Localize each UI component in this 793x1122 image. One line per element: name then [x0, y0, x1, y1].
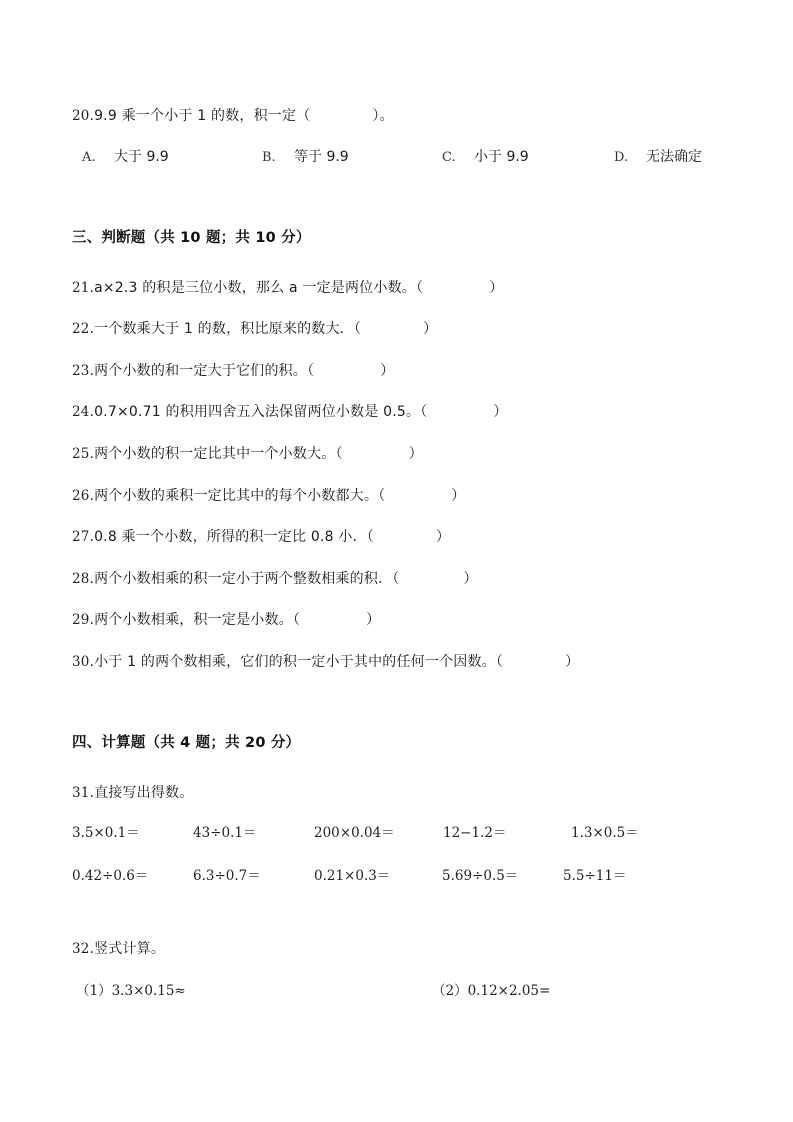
question-number: 20. [72, 108, 95, 124]
calc-item[interactable]: 12−1.2＝ [443, 825, 507, 841]
question-text: 一个数乘大于 1 的数，积比原来的数大．（ [94, 321, 362, 337]
item-label: （1） [76, 983, 112, 999]
calc-item[interactable]: 43÷0.1＝ [193, 825, 257, 841]
question-text: 两个小数的积一定比其中一个小数大。（ [94, 446, 343, 462]
option-letter: B. [262, 150, 276, 165]
calc-item[interactable]: 0.42÷0.6＝ [72, 868, 149, 884]
question-29 [72, 610, 380, 630]
option-text: 小于 9.9 [474, 149, 529, 165]
calc-item[interactable]: 0.21×0.3＝ [314, 868, 391, 884]
question-23 [72, 361, 394, 381]
calc-item[interactable]: 6.3÷0.7＝ [193, 868, 261, 884]
question-close: ）。 [372, 108, 394, 124]
question-number: 29. [72, 612, 95, 628]
option-a[interactable] [82, 147, 169, 168]
calc-item[interactable]: 1.3×0.5＝ [571, 825, 639, 841]
option-letter: C. [442, 150, 456, 165]
question-27 [72, 527, 450, 547]
question-text: 小于 1 的两个数相乘，它们的积一定小于其中的任何一个因数。（ [94, 654, 504, 670]
question-number: 23. [72, 363, 95, 379]
option-letter: D. [614, 150, 629, 165]
option-text: 大于 9.9 [114, 149, 169, 165]
question-20 [72, 106, 394, 126]
question-close: ） [366, 612, 381, 628]
question-number: 26. [72, 488, 95, 504]
calc-item[interactable]: 200×0.04＝ [314, 825, 395, 841]
option-letter: A. [82, 150, 96, 165]
question-text: 竖式计算。 [94, 941, 166, 957]
section-heading-calculation: 四、计算题（共 4 题；共 20 分） [72, 735, 301, 751]
item-label: （2） [432, 983, 468, 999]
item-expression: 0.12×2.05= [467, 983, 551, 999]
question-number: 25. [72, 446, 95, 462]
calc-item[interactable]: 5.69÷0.5＝ [442, 868, 519, 884]
option-d[interactable] [614, 147, 702, 168]
question-text: 9.9 乘一个小于 1 的数，积一定（ [94, 108, 311, 124]
question-31 [72, 783, 193, 803]
question-text: 0.8 乘一个小数，所得的积一定比 0.8 小．（ [94, 529, 374, 545]
vertical-calc-item-2[interactable] [432, 981, 550, 1001]
question-number: 32. [72, 941, 95, 957]
option-text: 无法确定 [646, 149, 702, 165]
question-text: 0.7×0.71 的积用四舍五入法保留两位小数是 0.5。（ [94, 404, 428, 420]
question-number: 27. [72, 529, 95, 545]
question-26 [72, 486, 465, 506]
question-close: ） [380, 363, 395, 379]
question-number: 21. [72, 280, 95, 296]
question-text: 直接写出得数。 [94, 785, 194, 801]
question-text: 两个小数的和一定大于它们的积。（ [94, 363, 315, 379]
question-text: a×2.3 的积是三位小数，那么 a 一定是两位小数。（ [94, 280, 424, 296]
question-text: 两个小数相乘的积一定小于两个整数相乘的积．（ [94, 571, 400, 587]
question-text: 两个小数的乘积一定比其中的每个小数都大。（ [94, 488, 386, 504]
option-b[interactable] [262, 147, 349, 168]
question-25 [72, 444, 423, 464]
question-close: ） [489, 280, 504, 296]
question-close: ） [435, 529, 451, 545]
question-close: ） [565, 654, 580, 670]
question-32 [72, 939, 165, 959]
question-close: ） [463, 571, 478, 587]
question-21 [72, 278, 503, 298]
question-30 [72, 652, 579, 672]
option-text: 等于 9.9 [294, 149, 349, 165]
question-number: 24. [72, 404, 95, 420]
question-text: 两个小数相乘，积一定是小数。（ [94, 612, 301, 628]
question-number: 31. [72, 785, 95, 801]
question-close: ） [408, 446, 423, 462]
question-close: ） [423, 321, 438, 337]
option-c[interactable] [442, 147, 529, 168]
item-expression: 3.3×0.15≈ [111, 983, 186, 999]
calc-item[interactable]: 3.5×0.1＝ [72, 825, 140, 841]
question-22 [72, 319, 437, 339]
question-number: 22. [72, 321, 95, 337]
vertical-calc-item-1[interactable] [76, 981, 186, 1001]
question-24 [72, 402, 508, 422]
question-close: ） [493, 404, 508, 420]
question-close: ） [451, 488, 466, 504]
question-number: 30. [72, 654, 95, 670]
question-28 [72, 569, 478, 589]
question-number: 28. [72, 571, 95, 587]
calc-item[interactable]: 5.5÷11＝ [563, 868, 627, 884]
section-heading-judgement: 三、判断题（共 10 题；共 10 分） [72, 230, 311, 246]
